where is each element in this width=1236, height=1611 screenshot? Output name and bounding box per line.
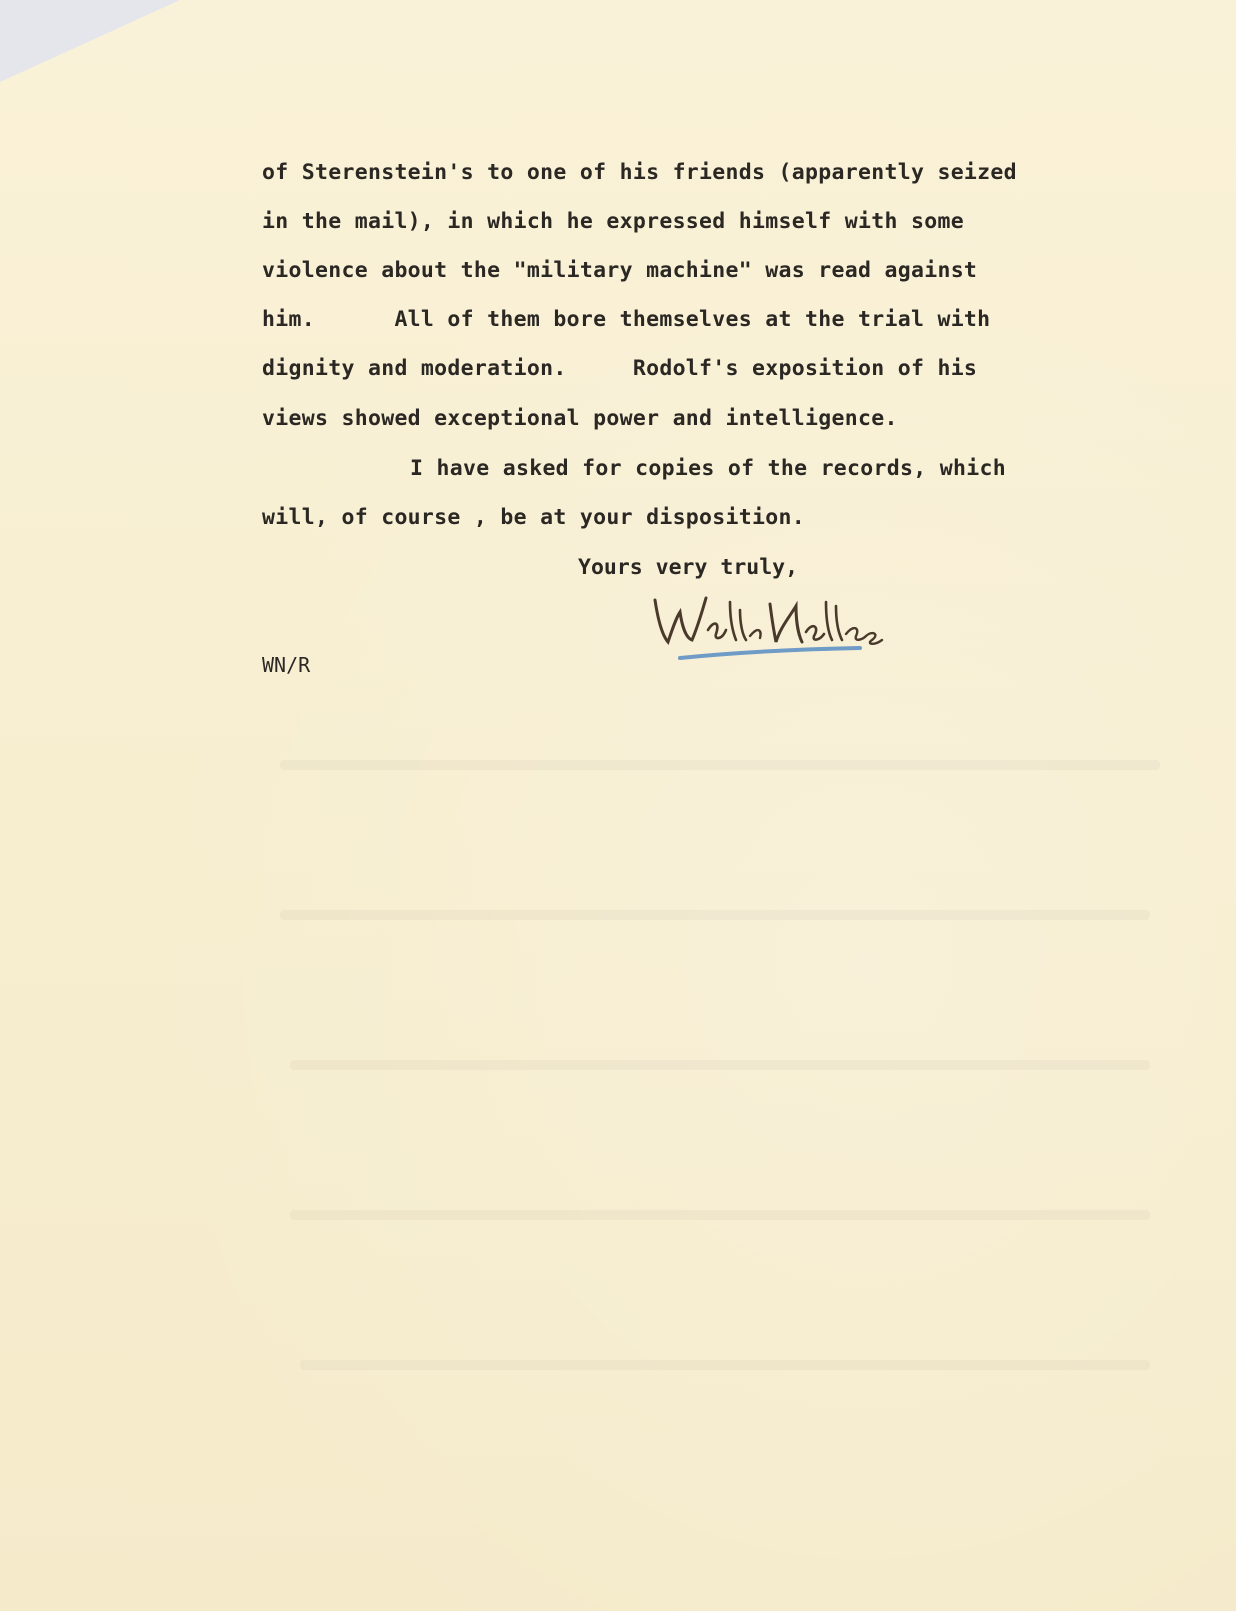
bleed-through-mark xyxy=(290,1060,1150,1070)
body-line: him. All of them bore themselves at the trial with xyxy=(262,307,991,332)
handwritten-signature xyxy=(650,590,890,680)
body-line: in the mail), in which he expressed himself with some xyxy=(262,209,964,234)
body-line: violence about the "military machine" was read against xyxy=(262,258,978,283)
bleed-through-mark xyxy=(300,1360,1150,1370)
typist-initials: WN/R xyxy=(262,653,311,677)
bleed-through-mark xyxy=(280,910,1150,920)
bleed-through-mark xyxy=(290,1210,1150,1220)
body-line: dignity and moderation. Rodolf's exposition of his xyxy=(262,356,978,381)
body-line: will, of course , be at your disposition. xyxy=(262,505,806,530)
torn-corner xyxy=(0,0,180,82)
body-line: views showed exceptional power and intelligence. xyxy=(262,406,898,431)
bleed-through-mark xyxy=(280,760,1160,770)
body-line: I have asked for copies of the records, which xyxy=(410,456,1006,481)
body-line: of Sterenstein's to one of his friends (apparently seized xyxy=(262,160,1017,185)
closing-salutation: Yours very truly, xyxy=(578,555,799,580)
